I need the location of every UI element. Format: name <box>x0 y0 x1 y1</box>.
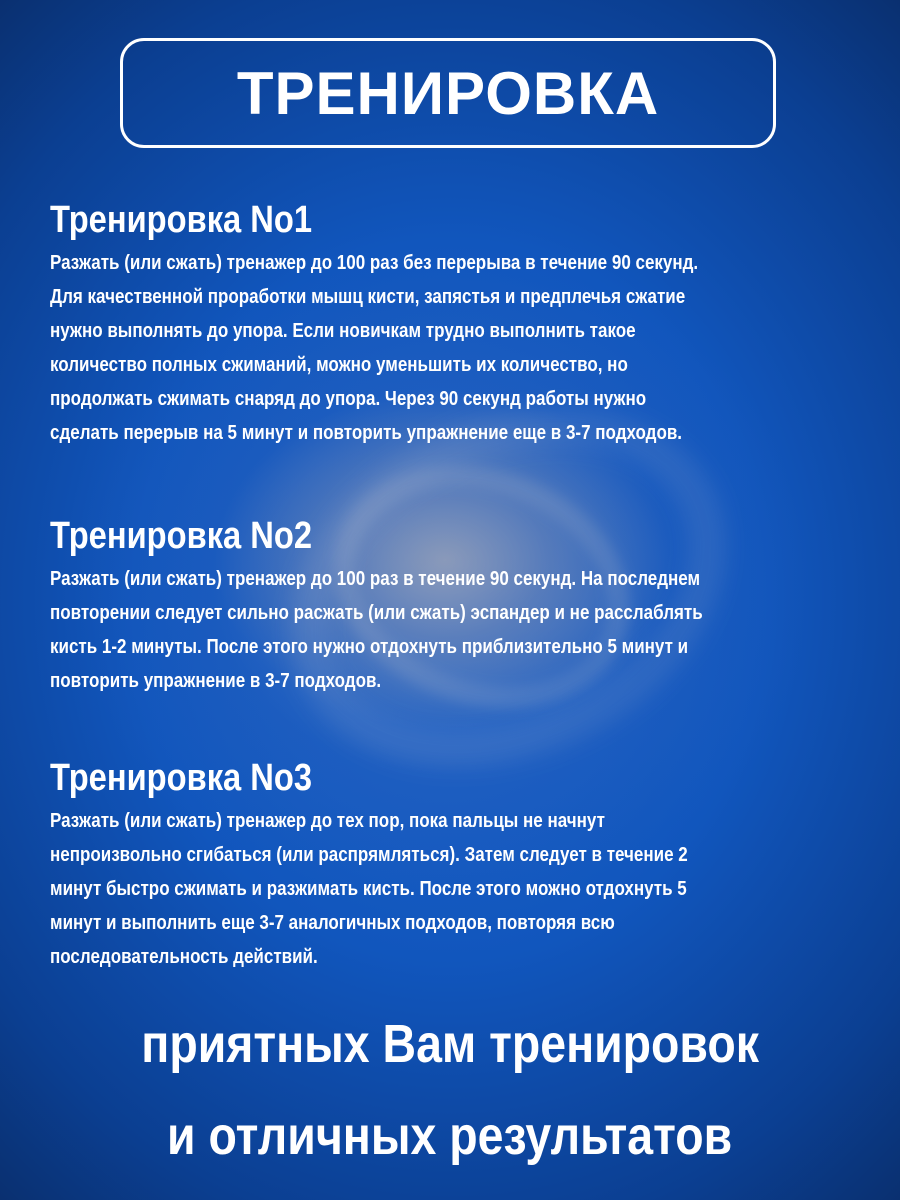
workout-section-1 <box>50 198 870 450</box>
description-line: кисть 1-2 минуты. После этого нужно отдохнуть приблизительно 5 минут и <box>50 636 689 658</box>
description-line: непроизвольно сгибаться (или распрямляться). Затем следует в течение 2 <box>50 844 688 866</box>
footer-text: приятных Вам тренировок <box>141 1014 759 1074</box>
description-line: Разжать (или сжать) тренажер до 100 раз в течение 90 секунд. На последнем <box>50 568 701 590</box>
description-line: Разжать (или сжать) тренажер до тех пор, пока пальцы не начнут <box>50 810 605 832</box>
footer-wish-line-2 <box>0 1106 900 1166</box>
description-line: последовательность действий. <box>50 946 318 968</box>
workout-description <box>50 804 849 974</box>
description-line: повторении следует сильно расжать (или сжать) эспандер и не расслаблять <box>50 602 703 624</box>
description-line: количество полных сжиманий, можно уменьшить их количество, но <box>50 354 628 376</box>
workout-section-3 <box>50 756 870 974</box>
description-line: минут быстро сжимать и разжимать кисть. После этого можно отдохнуть 5 <box>50 878 687 900</box>
footer-wish-line-1 <box>0 1014 900 1074</box>
workout-description <box>50 246 849 450</box>
workout-heading: Тренировка No3 <box>50 757 313 799</box>
title-banner <box>120 38 776 148</box>
description-line: минут и выполнить еще 3-7 аналогичных подходов, повторяя всю <box>50 912 615 934</box>
description-line: сделать перерыв на 5 минут и повторить упражнение еще в 3-7 подходов. <box>50 422 683 444</box>
description-line: повторить упражнение в 3-7 подходов. <box>50 670 382 692</box>
description-line: продолжать сжимать снаряд до упора. Через 90 секунд работы нужно <box>50 388 647 410</box>
workout-heading: Тренировка No2 <box>50 515 313 557</box>
footer-text: и отличных результатов <box>167 1106 733 1166</box>
description-line: Разжать (или сжать) тренажер до 100 раз без перерыва в течение 90 секунд. <box>50 252 699 274</box>
description-line: нужно выполнять до упора. Если новичкам трудно выполнить такое <box>50 320 636 342</box>
workout-section-2 <box>50 514 870 698</box>
page-title: ТРЕНИРОВКА <box>236 59 660 127</box>
workout-heading: Тренировка No1 <box>50 199 313 241</box>
workout-description <box>50 562 849 698</box>
description-line: Для качественной проработки мышц кисти, запястья и предплечья сжатие <box>50 286 686 308</box>
